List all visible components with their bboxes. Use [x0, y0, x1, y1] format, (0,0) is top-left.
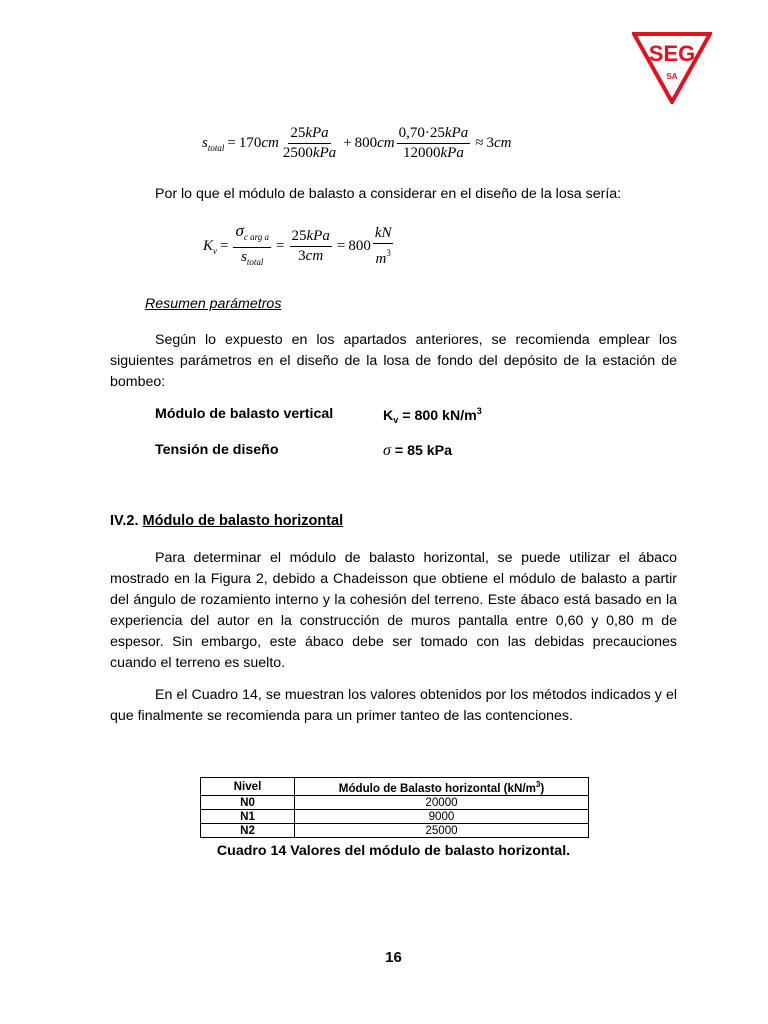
- table-cell-nivel: N2: [201, 824, 295, 838]
- paragraph-chadeisson: Para determinar el módulo de balasto horizontal, se puede utilizar el ábaco mostrado en la Figura 2, debido a Chadeisson que obtiene el módulo de balasto a partir del ángulo de rozamiento interno y la cohesión del terreno. Este ábaco está basado en la experiencia del autor en la construcción de muros pantalla entre 0,60 y 0,80 m de espesor. Sin embargo, este ábaco debe ser tomado con las debidas precauciones cuando el terreno es suelto.: [110, 550, 677, 671]
- eq1-result: 3: [486, 135, 494, 151]
- logo-subtext: SA: [666, 72, 678, 81]
- table-cell-valor: 25000: [295, 824, 589, 838]
- paragraph-intro-kv: Por lo que el módulo de balasto a considerar en el diseño de la losa sería:: [155, 186, 622, 202]
- section-number: IV.2.: [110, 513, 139, 529]
- company-logo: [632, 32, 712, 104]
- page-number: 16: [385, 949, 402, 966]
- eq2-fraction-values: $\frac{\text{25kPa}}{3cm}$: [291, 228, 330, 264]
- paragraph-cuadro14: En el Cuadro 14, se muestran los valores obtenidos por los métodos indicados y el que finalmente se recomienda para un primer tanteo de las contenciones.: [110, 687, 677, 724]
- cuadro-14-table: [200, 777, 589, 838]
- table-row: [201, 796, 589, 810]
- table-cell-nivel: N1: [201, 810, 295, 824]
- param-label-kv: Módulo de balasto vertical: [155, 406, 334, 422]
- param-value-tension: σ = 85 kPa: [383, 442, 453, 459]
- eq1-term1-unit: cm: [261, 135, 279, 151]
- table-caption: Cuadro 14 Valores del módulo de balasto horizontal.: [216, 843, 571, 859]
- eq2-fraction-sigma: $\frac{\sigma_{c arg a}}{s_{total}}$: [235, 221, 270, 267]
- table-cell-valor: 9000: [295, 810, 589, 824]
- table-cell-valor: 20000: [295, 796, 589, 810]
- settlement-equation: $s_{total}$ = 170 cm $\frac{\text{25kPa}}{\text{2500kPa}}$ + 800 cm $\frac{\text{0,70·25kPa}}{\text{12000kPa}}$ ≈ 3 cm: [202, 125, 512, 161]
- section-title: [110, 513, 343, 529]
- logo-text: SEG: [648, 41, 696, 66]
- eq2-lhs-var: K: [203, 237, 214, 254]
- section-title-text: Módulo de balasto horizontal: [142, 513, 344, 529]
- eq1-term2-unit: cm: [377, 135, 395, 151]
- eq1-lhs-var: s: [202, 134, 208, 151]
- table-row: [201, 810, 589, 824]
- seg-logo-icon: [632, 32, 712, 104]
- param-value-kv: $K_v = 800$ $kN/m^3$: [383, 406, 482, 425]
- table-header-modulo: Módulo de Balasto horizontal $(kN/m^3)$: [295, 778, 589, 796]
- eq1-lhs-sub: total: [207, 142, 225, 153]
- eq1-term1-coef: 170: [238, 135, 262, 151]
- param-label-tension: Tensión de diseño: [155, 442, 279, 458]
- table-row: [201, 824, 589, 838]
- eq2-lhs-sub: v: [213, 245, 218, 256]
- table-header-nivel: Nivel: [201, 778, 295, 796]
- eq1-result-unit: cm: [493, 135, 512, 151]
- kv-equation: $K_v$ = $\frac{\sigma_{c arg a}}{s_{total}}$ = $\frac{\text{25kPa}}{3cm}$ = 800 $\frac{kN}{m^3}$: [203, 222, 395, 271]
- eq1-term2-coef: 800: [354, 135, 378, 151]
- eq1-fraction-1: $\frac{\text{25kPa}}{\text{2500kPa}}$: [282, 125, 337, 161]
- eq2-fraction-units: $\frac{kN}{m^3}$: [374, 225, 392, 267]
- eq1-fraction-2: $\frac{\text{0,70·25kPa}}{\text{12000kPa}}$: [398, 125, 469, 161]
- eq2-coef: 800: [348, 238, 371, 254]
- table-cell-nivel: N0: [201, 796, 295, 810]
- subheading-resumen: Resumen parámetros: [145, 296, 282, 312]
- paragraph-resumen: Según lo expuesto en los apartados anteriores, se recomienda emplear los siguientes parámetros en el diseño de la losa de fondo del depósito de la estación de bombeo:: [110, 332, 677, 390]
